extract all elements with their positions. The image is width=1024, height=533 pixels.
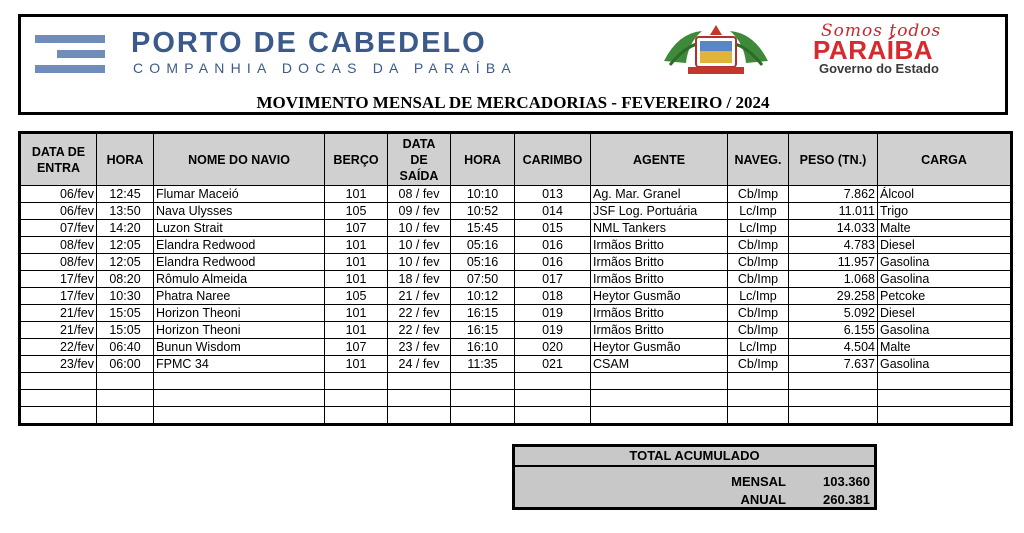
- table-cell: 08 / fev: [388, 186, 451, 203]
- table-cell: 14.033: [789, 220, 878, 237]
- table-cell: Flumar Maceió: [154, 186, 325, 203]
- table-cell: Gasolina: [878, 254, 1012, 271]
- table-cell: Cb/Imp: [728, 271, 789, 288]
- table-cell: 10:30: [97, 288, 154, 305]
- table-cell: Irmãos Britto: [591, 271, 728, 288]
- table-cell: Gasolina: [878, 322, 1012, 339]
- table-cell: Cb/Imp: [728, 186, 789, 203]
- table-cell: 07:50: [451, 271, 515, 288]
- table-row: [20, 305, 1012, 322]
- table-cell: JSF Log. Portuária: [591, 203, 728, 220]
- table-row: [20, 203, 1012, 220]
- table-cell: Gasolina: [878, 271, 1012, 288]
- empty-table-row: [20, 390, 1012, 407]
- table-body: [20, 186, 1012, 425]
- table-cell: 7.637: [789, 356, 878, 373]
- table-cell: Malte: [878, 339, 1012, 356]
- table-cell: [515, 407, 591, 425]
- table-cell: 10 / fev: [388, 254, 451, 271]
- table-cell: Ag. Mar. Granel: [591, 186, 728, 203]
- table-cell: [97, 407, 154, 425]
- table-cell: [789, 373, 878, 390]
- column-header: DATA DE SAÍDA: [388, 133, 451, 186]
- table-cell: 06:00: [97, 356, 154, 373]
- table-cell: Elandra Redwood: [154, 237, 325, 254]
- gov-slogan: Somos todos: [821, 21, 942, 41]
- table-cell: [97, 390, 154, 407]
- column-header: NOME DO NAVIO: [154, 133, 325, 186]
- table-cell: 101: [325, 186, 388, 203]
- table-cell: NML Tankers: [591, 220, 728, 237]
- table-row: [20, 237, 1012, 254]
- table-row: [20, 254, 1012, 271]
- table-cell: 4.783: [789, 237, 878, 254]
- column-header: NAVEG.: [728, 133, 789, 186]
- column-header: BERÇO: [325, 133, 388, 186]
- table-row: [20, 186, 1012, 203]
- table-cell: [515, 390, 591, 407]
- column-header: DATA DE ENTRA: [20, 133, 97, 186]
- table-cell: [591, 407, 728, 425]
- table-cell: [388, 373, 451, 390]
- table-cell: [97, 373, 154, 390]
- table-cell: Lc/Imp: [728, 203, 789, 220]
- empty-table-row: [20, 373, 1012, 390]
- table-row: [20, 271, 1012, 288]
- table-cell: 016: [515, 237, 591, 254]
- column-header: AGENTE: [591, 133, 728, 186]
- table-cell: [451, 373, 515, 390]
- totals-box: [512, 444, 877, 510]
- table-cell: 22/fev: [20, 339, 97, 356]
- table-cell: Petcoke: [878, 288, 1012, 305]
- table-cell: 08/fev: [20, 254, 97, 271]
- table-cell: 107: [325, 339, 388, 356]
- table-cell: Cb/Imp: [728, 356, 789, 373]
- table-cell: 10 / fev: [388, 220, 451, 237]
- table-cell: 10:10: [451, 186, 515, 203]
- table-header-row: [20, 133, 1012, 186]
- table-cell: 16:15: [451, 322, 515, 339]
- table-cell: [325, 407, 388, 425]
- totals-mensal-row: [515, 473, 874, 491]
- government-logo: [791, 21, 991, 79]
- table-cell: 10:52: [451, 203, 515, 220]
- table-cell: 7.862: [789, 186, 878, 203]
- table-cell: Heytor Gusmão: [591, 339, 728, 356]
- table-cell: [789, 390, 878, 407]
- document-header: [18, 14, 1008, 115]
- column-header: HORA: [451, 133, 515, 186]
- table-cell: 05:16: [451, 254, 515, 271]
- table-cell: 15:05: [97, 305, 154, 322]
- table-cell: 12:05: [97, 237, 154, 254]
- table-cell: [728, 407, 789, 425]
- table-cell: Malte: [878, 220, 1012, 237]
- table-cell: Trigo: [878, 203, 1012, 220]
- table-cell: 16:10: [451, 339, 515, 356]
- table-cell: 06:40: [97, 339, 154, 356]
- table-cell: 22 / fev: [388, 322, 451, 339]
- table-cell: 09 / fev: [388, 203, 451, 220]
- table-cell: Elandra Redwood: [154, 254, 325, 271]
- table-cell: [451, 390, 515, 407]
- table-cell: 17/fev: [20, 288, 97, 305]
- table-cell: Cb/Imp: [728, 254, 789, 271]
- table-row: [20, 288, 1012, 305]
- table-row: [20, 322, 1012, 339]
- table-cell: [20, 390, 97, 407]
- table-cell: Lc/Imp: [728, 339, 789, 356]
- table-cell: 13:50: [97, 203, 154, 220]
- table-cell: 019: [515, 322, 591, 339]
- table-cell: Irmãos Britto: [591, 305, 728, 322]
- table-cell: 08/fev: [20, 237, 97, 254]
- table-cell: 101: [325, 271, 388, 288]
- table-cell: [325, 373, 388, 390]
- table-cell: Heytor Gusmão: [591, 288, 728, 305]
- table-cell: 16:15: [451, 305, 515, 322]
- table-cell: Lc/Imp: [728, 220, 789, 237]
- table-cell: Lc/Imp: [728, 288, 789, 305]
- table-cell: Rômulo Almeida: [154, 271, 325, 288]
- document-title: MOVIMENTO MENSAL DE MERCADORIAS - FEVEREIRO / 2024: [256, 93, 770, 112]
- table-cell: Horizon Theoni: [154, 322, 325, 339]
- table-cell: Diesel: [878, 305, 1012, 322]
- column-header: PESO (TN.): [789, 133, 878, 186]
- table-cell: 021: [515, 356, 591, 373]
- column-header: HORA: [97, 133, 154, 186]
- table-cell: FPMC 34: [154, 356, 325, 373]
- table-cell: [878, 407, 1012, 425]
- table-cell: 06/fev: [20, 186, 97, 203]
- table-cell: 4.504: [789, 339, 878, 356]
- table-cell: Bunun Wisdom: [154, 339, 325, 356]
- table-cell: 017: [515, 271, 591, 288]
- table-cell: 105: [325, 288, 388, 305]
- table-cell: 107: [325, 220, 388, 237]
- table-cell: CSAM: [591, 356, 728, 373]
- table-cell: 101: [325, 254, 388, 271]
- table-cell: Luzon Strait: [154, 220, 325, 237]
- table-cell: 101: [325, 322, 388, 339]
- table-cell: 14:20: [97, 220, 154, 237]
- mensal-label: MENSAL: [731, 474, 786, 489]
- column-header: CARGA: [878, 133, 1012, 186]
- table-cell: 23/fev: [20, 356, 97, 373]
- table-cell: Cb/Imp: [728, 237, 789, 254]
- table-cell: 6.155: [789, 322, 878, 339]
- table-cell: 11:35: [451, 356, 515, 373]
- table-cell: Phatra Naree: [154, 288, 325, 305]
- table-cell: [20, 373, 97, 390]
- table-cell: 12:05: [97, 254, 154, 271]
- table-cell: 013: [515, 186, 591, 203]
- table-cell: [728, 373, 789, 390]
- table-row: [20, 220, 1012, 237]
- table-cell: [154, 373, 325, 390]
- brand-subtitle: COMPANHIA DOCAS DA PARAÍBA: [133, 60, 517, 76]
- table-cell: 10 / fev: [388, 237, 451, 254]
- table-cell: Irmãos Britto: [591, 254, 728, 271]
- table-cell: 10:12: [451, 288, 515, 305]
- table-cell: 23 / fev: [388, 339, 451, 356]
- table-cell: [388, 390, 451, 407]
- table-row: [20, 339, 1012, 356]
- table-cell: Álcool: [878, 186, 1012, 203]
- table-cell: 11.011: [789, 203, 878, 220]
- table-cell: 014: [515, 203, 591, 220]
- table-cell: 08:20: [97, 271, 154, 288]
- table-cell: Horizon Theoni: [154, 305, 325, 322]
- table-cell: Gasolina: [878, 356, 1012, 373]
- column-header: CARIMBO: [515, 133, 591, 186]
- table-cell: [591, 373, 728, 390]
- table-cell: 101: [325, 305, 388, 322]
- table-cell: [325, 390, 388, 407]
- anual-label: ANUAL: [740, 492, 786, 507]
- table-cell: [878, 390, 1012, 407]
- totals-anual-row: [515, 491, 874, 509]
- table-cell: [20, 407, 97, 425]
- table-cell: 15:05: [97, 322, 154, 339]
- table-cell: [515, 373, 591, 390]
- table-cell: [154, 390, 325, 407]
- table-cell: Irmãos Britto: [591, 322, 728, 339]
- table-cell: 016: [515, 254, 591, 271]
- table-cell: 21/fev: [20, 322, 97, 339]
- table-cell: 101: [325, 237, 388, 254]
- table-cell: Diesel: [878, 237, 1012, 254]
- table-cell: Irmãos Britto: [591, 237, 728, 254]
- table-cell: [728, 390, 789, 407]
- table-cell: [154, 407, 325, 425]
- table-cell: 020: [515, 339, 591, 356]
- gov-name: PARAÍBA: [813, 35, 934, 65]
- porto-logo-icon: [35, 35, 105, 73]
- cargo-movement-table: [18, 131, 1013, 426]
- table-cell: 018: [515, 288, 591, 305]
- table-cell: 21 / fev: [388, 288, 451, 305]
- table-cell: [388, 407, 451, 425]
- table-cell: 15:45: [451, 220, 515, 237]
- table-cell: 17/fev: [20, 271, 97, 288]
- table-cell: 11.957: [789, 254, 878, 271]
- table-cell: [451, 407, 515, 425]
- mensal-value: 103.360: [823, 474, 870, 489]
- table-cell: 015: [515, 220, 591, 237]
- table-cell: 019: [515, 305, 591, 322]
- table-cell: 07/fev: [20, 220, 97, 237]
- totals-title: TOTAL ACUMULADO: [515, 447, 874, 467]
- table-cell: 105: [325, 203, 388, 220]
- table-cell: [878, 373, 1012, 390]
- table-cell: Nava Ulysses: [154, 203, 325, 220]
- table-cell: 12:45: [97, 186, 154, 203]
- table-cell: Cb/Imp: [728, 305, 789, 322]
- gov-subtitle: Governo do Estado: [819, 61, 939, 76]
- state-crest-icon: [658, 23, 774, 79]
- table-cell: 18 / fev: [388, 271, 451, 288]
- empty-table-row: [20, 407, 1012, 425]
- table-cell: 24 / fev: [388, 356, 451, 373]
- table-cell: [789, 407, 878, 425]
- table-cell: 5.092: [789, 305, 878, 322]
- table-cell: 06/fev: [20, 203, 97, 220]
- table-cell: Cb/Imp: [728, 322, 789, 339]
- anual-value: 260.381: [823, 492, 870, 507]
- table-row: [20, 356, 1012, 373]
- table-cell: [591, 390, 728, 407]
- brand-title: PORTO DE CABEDELO: [131, 27, 487, 59]
- table-cell: 21/fev: [20, 305, 97, 322]
- table-cell: 22 / fev: [388, 305, 451, 322]
- table-cell: 1.068: [789, 271, 878, 288]
- table-cell: 29.258: [789, 288, 878, 305]
- table-cell: 101: [325, 356, 388, 373]
- table-cell: 05:16: [451, 237, 515, 254]
